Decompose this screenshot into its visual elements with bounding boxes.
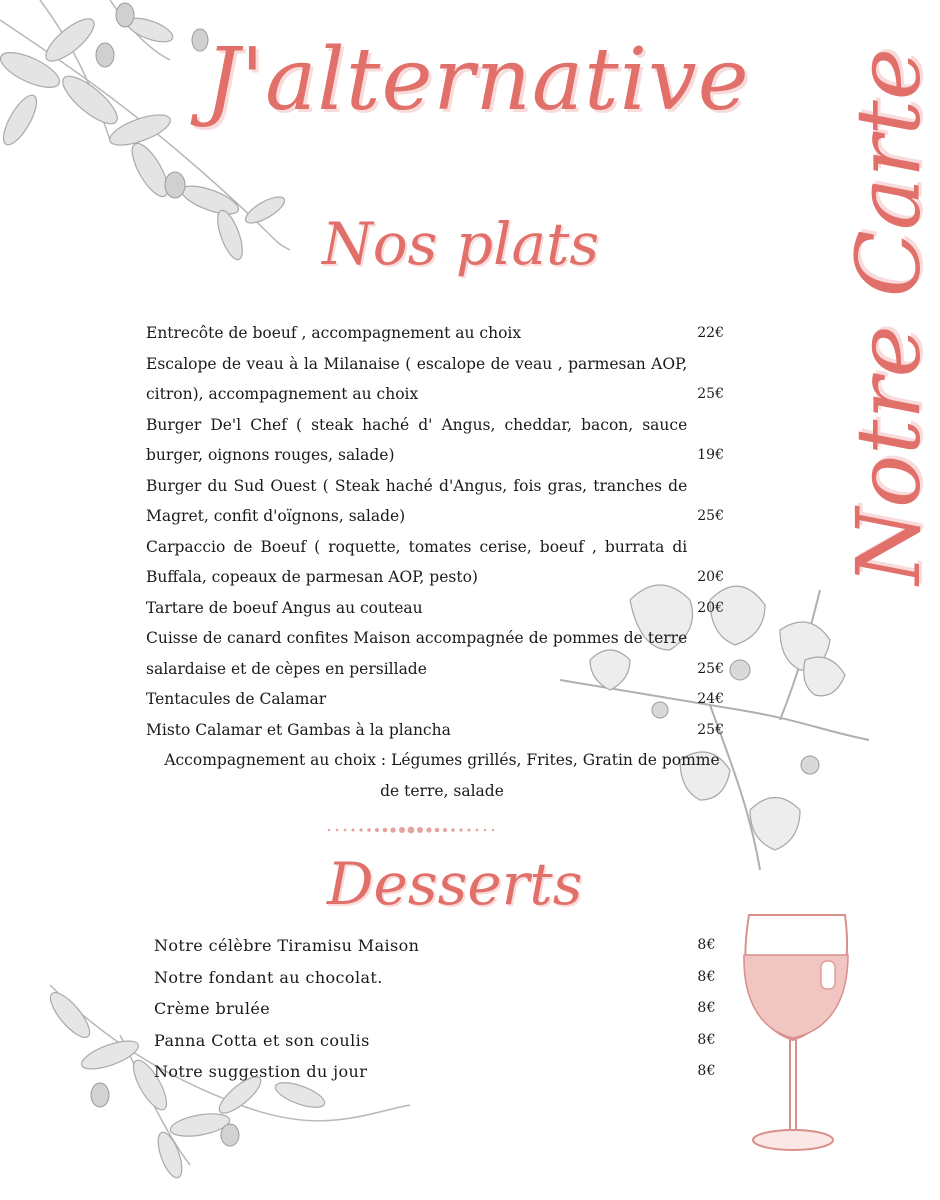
dessert-item <box>154 962 716 994</box>
menu-item-name: Carpaccio de Boeuf ( roquette, tomates cerise, boeuf , burrata di Buffala, copeaux de parmesan AOP, pesto) <box>146 537 688 586</box>
menu-item <box>146 532 724 593</box>
menu-item <box>146 349 724 410</box>
menu-item-name: Burger De'l Chef ( steak haché d' Angus, cheddar, bacon, sauce burger, oignons rouges, salade) <box>146 415 688 464</box>
menu-item <box>146 410 724 471</box>
dotted-divider <box>326 824 496 836</box>
dessert-item-name: Notre fondant au chocolat. <box>154 967 383 987</box>
menu-item <box>146 623 724 684</box>
dessert-item <box>154 1056 716 1088</box>
restaurant-title: J'alternative <box>205 30 750 130</box>
menu-item-price: 25€ <box>697 508 724 524</box>
menu-item-name: Escalope de veau à la Milanaise ( escalope de veau , parmesan AOP, citron), accompagnement au choix <box>146 354 688 403</box>
section-title-desserts: Desserts <box>327 850 583 918</box>
dessert-item <box>154 993 716 1025</box>
menu-item-name: Tentacules de Calamar <box>146 690 327 708</box>
menu-item <box>146 318 724 349</box>
plats-list <box>146 318 724 806</box>
menu-item <box>146 715 724 746</box>
menu-item-name: Cuisse de canard confites Maison accompagnée de pommes de terre salardaise et de cèpes en persillade <box>146 629 688 678</box>
dessert-item-price: 8€ <box>697 1031 716 1048</box>
menu-item-name: Burger du Sud Ouest ( Steak haché d'Angus, fois gras, tranches de Magret, confit d'oïgnons, salade) <box>146 476 688 525</box>
side-title: Notre Carte <box>836 48 940 585</box>
dessert-item-price: 8€ <box>697 1063 716 1079</box>
menu-item-price: 25€ <box>697 660 724 677</box>
menu-item-price: 22€ <box>697 325 724 341</box>
menu-item-price: 20€ <box>697 599 724 616</box>
dessert-item-price: 8€ <box>697 1000 716 1016</box>
menu-item-price: 24€ <box>697 691 724 707</box>
section-title-plats: Nos plats <box>322 210 600 278</box>
menu-item-name: Tartare de boeuf Angus au couteau <box>146 598 423 617</box>
menu-item-name: Misto Calamar et Gambas à la plancha <box>146 720 451 739</box>
dessert-item <box>154 1025 716 1057</box>
menu-item <box>146 684 724 715</box>
dessert-item-price: 8€ <box>697 937 716 953</box>
menu-item-price: 25€ <box>697 721 724 738</box>
dessert-item-name: Notre suggestion du jour <box>154 1062 368 1081</box>
dessert-item-name: Notre célèbre Tiramisu Maison <box>154 936 420 955</box>
menu-item <box>146 471 724 532</box>
dessert-item-name: Crème brulée <box>154 999 271 1018</box>
wine-glass-icon <box>735 905 865 1165</box>
dessert-item-price: 8€ <box>697 968 716 985</box>
menu-item <box>146 593 724 624</box>
dessert-item <box>154 930 716 962</box>
accompaniment-note: Accompagnement au choix : Légumes grillés, Frites, Gratin de pomme de terre, salade <box>164 751 720 800</box>
dessert-item-name: Panna Cotta et son coulis <box>154 1030 370 1050</box>
menu-item-name: Entrecôte de boeuf , accompagnement au choix <box>146 324 522 342</box>
menu-item-price: 20€ <box>697 569 724 585</box>
desserts-list <box>154 930 716 1088</box>
menu-item-price: 25€ <box>697 386 724 402</box>
menu-item-price: 19€ <box>697 447 724 463</box>
